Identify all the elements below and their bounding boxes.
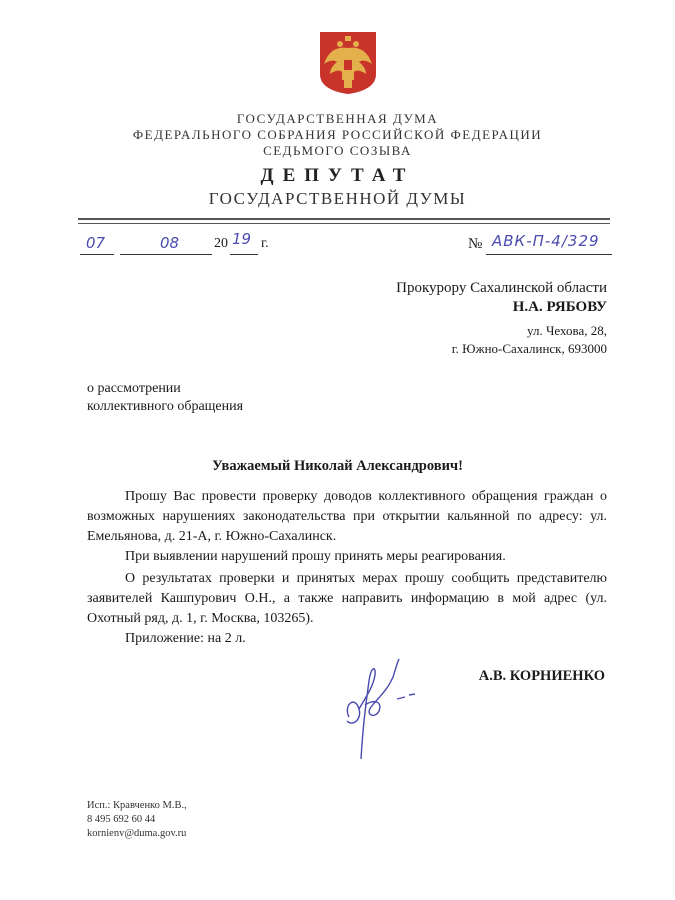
header-rule-thin — [78, 223, 610, 224]
recipient-city: г. Южно-Сахалинск, 693000 — [451, 341, 607, 356]
handwritten-signature — [335, 655, 430, 765]
recipient-street: ул. Чехова, 28, — [527, 323, 607, 338]
body-paragraph-3: О результатах проверки и принятых мерах прошу сообщить представителю заявителей Кашпурович О.Н., а также направить информацию в мой адрес (ул. Охотный ряд, д. 1, г. Москва, 103265). — [87, 571, 607, 626]
subject-line-1: о рассмотрении — [87, 381, 181, 396]
number-underline — [486, 254, 612, 255]
number-sign: № — [468, 236, 483, 252]
executor-phone: 8 495 692 60 44 — [87, 814, 156, 825]
document-number: АВК-П-4/329 — [492, 232, 600, 250]
year-suffix: 19 — [232, 230, 252, 248]
header-line-2: ФЕДЕРАЛЬНОГО СОБРАНИЯ РОССИЙСКОЙ ФЕДЕРАЦИИ — [132, 127, 543, 142]
date-month: 08 — [160, 234, 180, 252]
header-rule-thick — [78, 218, 610, 220]
attachment-note: Приложение: на 2 л. — [125, 631, 246, 646]
header-line-3: СЕДЬМОГО СОЗЫВА — [263, 143, 412, 158]
day-underline — [80, 254, 114, 255]
header-title: ДЕПУТАТ — [260, 165, 415, 186]
header-line-1: ГОСУДАРСТВЕННАЯ ДУМА — [236, 111, 439, 126]
salutation: Уважаемый Николай Александрович! — [212, 458, 463, 474]
header-subtitle: ГОСУДАРСТВЕННОЙ ДУМЫ — [208, 189, 467, 208]
body-paragraph-1: Прошу Вас провести проверку доводов коллективного обращения граждан о возможных нарушениях законодательства при открытии кальянной по адресу: ул. Емельянова, д. 21-А, г. Южно-Сахалинск. — [87, 489, 607, 544]
year-underline — [230, 254, 258, 255]
subject-line-2: коллективного обращения — [87, 399, 244, 414]
date-day: 07 — [86, 234, 106, 252]
coat-of-arms-emblem — [318, 30, 378, 96]
executor-name: Исп.: Кравченко М.В., — [87, 800, 187, 811]
recipient-title: Прокурору Сахалинской области — [396, 280, 607, 296]
executor-email: kornienv@duma.gov.ru — [87, 828, 187, 839]
month-underline — [120, 254, 212, 255]
date-number-row — [80, 230, 640, 258]
year-prefix: 20 — [214, 236, 228, 251]
year-unit: г. — [261, 236, 269, 251]
recipient-name: Н.А. РЯБОВУ — [512, 299, 607, 315]
body-paragraph-2: При выявлении нарушений прошу принять меры реагирования. — [125, 549, 506, 564]
signer-name: А.В. КОРНИЕНКО — [478, 668, 605, 684]
